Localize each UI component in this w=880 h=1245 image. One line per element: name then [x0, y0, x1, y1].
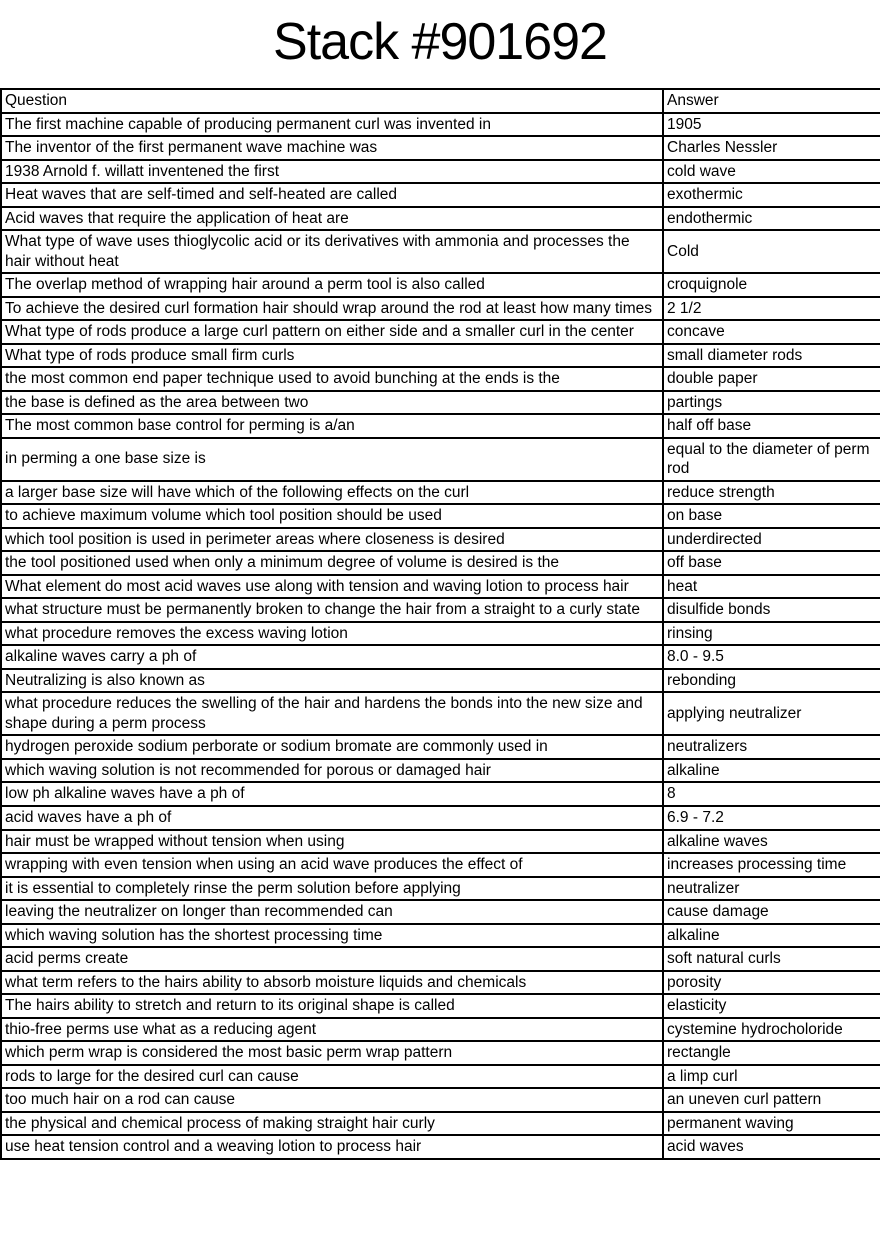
- question-cell: rods to large for the desired curl can cause: [1, 1065, 663, 1089]
- table-row: [1, 391, 880, 415]
- answer-cell: equal to the diameter of perm rod: [663, 438, 880, 481]
- question-cell: alkaline waves carry a ph of: [1, 645, 663, 669]
- answer-cell: Charles Nessler: [663, 136, 880, 160]
- question-cell: the physical and chemical process of making straight hair curly: [1, 1112, 663, 1136]
- question-cell: what procedure reduces the swelling of the hair and hardens the bonds into the new size and shape during a perm process: [1, 692, 663, 735]
- table-row: [1, 438, 880, 481]
- table-row: [1, 273, 880, 297]
- table-row: [1, 971, 880, 995]
- table-row: [1, 1135, 880, 1159]
- answer-cell: cystemine hydrocholoride: [663, 1018, 880, 1042]
- question-cell: The first machine capable of producing permanent curl was invented in: [1, 113, 663, 137]
- answer-cell: alkaline: [663, 759, 880, 783]
- table-row: [1, 160, 880, 184]
- question-cell: it is essential to completely rinse the perm solution before applying: [1, 877, 663, 901]
- answer-cell: Cold: [663, 230, 880, 273]
- answer-cell: porosity: [663, 971, 880, 995]
- question-cell: which waving solution has the shortest processing time: [1, 924, 663, 948]
- table-row: [1, 230, 880, 273]
- answer-cell: half off base: [663, 414, 880, 438]
- table-row: [1, 481, 880, 505]
- answer-cell: underdirected: [663, 528, 880, 552]
- question-cell: which perm wrap is considered the most basic perm wrap pattern: [1, 1041, 663, 1065]
- answer-cell: 1905: [663, 113, 880, 137]
- question-cell: The inventor of the first permanent wave machine was: [1, 136, 663, 160]
- answer-cell: 8.0 - 9.5: [663, 645, 880, 669]
- question-header: Question: [1, 89, 663, 113]
- table-row: [1, 551, 880, 575]
- answer-cell: disulfide bonds: [663, 598, 880, 622]
- answer-cell: on base: [663, 504, 880, 528]
- question-cell: Acid waves that require the application of heat are: [1, 207, 663, 231]
- table-row: [1, 504, 880, 528]
- table-row: [1, 575, 880, 599]
- table-row: [1, 183, 880, 207]
- answer-cell: permanent waving: [663, 1112, 880, 1136]
- table-row: [1, 830, 880, 854]
- question-cell: use heat tension control and a weaving lotion to process hair: [1, 1135, 663, 1159]
- table-row: [1, 367, 880, 391]
- question-cell: the tool positioned used when only a minimum degree of volume is desired is the: [1, 551, 663, 575]
- question-cell: hydrogen peroxide sodium perborate or sodium bromate are commonly used in: [1, 735, 663, 759]
- answer-cell: elasticity: [663, 994, 880, 1018]
- table-row: [1, 320, 880, 344]
- table-row: [1, 528, 880, 552]
- table-row: [1, 1112, 880, 1136]
- table-row: [1, 782, 880, 806]
- question-cell: To achieve the desired curl formation hair should wrap around the rod at least how many times: [1, 297, 663, 321]
- answer-cell: cause damage: [663, 900, 880, 924]
- question-cell: a larger base size will have which of the following effects on the curl: [1, 481, 663, 505]
- question-cell: too much hair on a rod can cause: [1, 1088, 663, 1112]
- question-cell: The overlap method of wrapping hair around a perm tool is also called: [1, 273, 663, 297]
- table-row: [1, 1041, 880, 1065]
- question-cell: what term refers to the hairs ability to absorb moisture liquids and chemicals: [1, 971, 663, 995]
- question-cell: in perming a one base size is: [1, 438, 663, 481]
- answer-cell: an uneven curl pattern: [663, 1088, 880, 1112]
- question-cell: the most common end paper technique used to avoid bunching at the ends is the: [1, 367, 663, 391]
- table-row: [1, 735, 880, 759]
- table-row: [1, 344, 880, 368]
- table-row: [1, 622, 880, 646]
- question-cell: What type of rods produce a large curl pattern on either side and a smaller curl in the center: [1, 320, 663, 344]
- answer-cell: off base: [663, 551, 880, 575]
- answer-cell: a limp curl: [663, 1065, 880, 1089]
- table-row: [1, 692, 880, 735]
- question-cell: wrapping with even tension when using an acid wave produces the effect of: [1, 853, 663, 877]
- question-cell: which waving solution is not recommended for porous or damaged hair: [1, 759, 663, 783]
- question-cell: Neutralizing is also known as: [1, 669, 663, 693]
- question-cell: to achieve maximum volume which tool position should be used: [1, 504, 663, 528]
- question-cell: which tool position is used in perimeter areas where closeness is desired: [1, 528, 663, 552]
- question-cell: what procedure removes the excess waving lotion: [1, 622, 663, 646]
- answer-header: Answer: [663, 89, 880, 113]
- table-row: [1, 1065, 880, 1089]
- answer-cell: 8: [663, 782, 880, 806]
- table-row: [1, 994, 880, 1018]
- table-row: [1, 759, 880, 783]
- answer-cell: endothermic: [663, 207, 880, 231]
- header-row: [1, 89, 880, 113]
- answer-cell: small diameter rods: [663, 344, 880, 368]
- answer-cell: cold wave: [663, 160, 880, 184]
- question-cell: thio-free perms use what as a reducing agent: [1, 1018, 663, 1042]
- table-row: [1, 877, 880, 901]
- table-row: [1, 645, 880, 669]
- question-cell: the base is defined as the area between two: [1, 391, 663, 415]
- stack-title: Stack #901692: [273, 13, 607, 71]
- table-row: [1, 669, 880, 693]
- answer-cell: rectangle: [663, 1041, 880, 1065]
- answer-cell: double paper: [663, 367, 880, 391]
- answer-cell: exothermic: [663, 183, 880, 207]
- question-cell: What type of rods produce small firm curls: [1, 344, 663, 368]
- answer-cell: rinsing: [663, 622, 880, 646]
- question-cell: The most common base control for perming is a/an: [1, 414, 663, 438]
- table-row: [1, 136, 880, 160]
- answer-cell: soft natural curls: [663, 947, 880, 971]
- answer-cell: alkaline: [663, 924, 880, 948]
- question-cell: leaving the neutralizer on longer than recommended can: [1, 900, 663, 924]
- table-row: [1, 297, 880, 321]
- question-cell: what structure must be permanently broken to change the hair from a straight to a curly state: [1, 598, 663, 622]
- question-cell: What element do most acid waves use along with tension and waving lotion to process hair: [1, 575, 663, 599]
- question-cell: acid perms create: [1, 947, 663, 971]
- table-row: [1, 900, 880, 924]
- answer-cell: acid waves: [663, 1135, 880, 1159]
- answer-cell: rebonding: [663, 669, 880, 693]
- table-row: [1, 1018, 880, 1042]
- table-row: [1, 113, 880, 137]
- answer-cell: neutralizer: [663, 877, 880, 901]
- answer-cell: neutralizers: [663, 735, 880, 759]
- table-row: [1, 207, 880, 231]
- answer-cell: 2 1/2: [663, 297, 880, 321]
- answer-cell: croquignole: [663, 273, 880, 297]
- table-row: [1, 947, 880, 971]
- table-row: [1, 924, 880, 948]
- answer-cell: concave: [663, 320, 880, 344]
- table-body: [1, 113, 880, 1159]
- table-row: [1, 598, 880, 622]
- question-cell: 1938 Arnold f. willatt inventened the first: [1, 160, 663, 184]
- question-cell: acid waves have a ph of: [1, 806, 663, 830]
- table-row: [1, 1088, 880, 1112]
- flashcards-table: [0, 88, 880, 1160]
- question-cell: The hairs ability to stretch and return to its original shape is called: [1, 994, 663, 1018]
- answer-cell: reduce strength: [663, 481, 880, 505]
- table-row: [1, 806, 880, 830]
- answer-cell: alkaline waves: [663, 830, 880, 854]
- answer-cell: applying neutralizer: [663, 692, 880, 735]
- answer-cell: increases processing time: [663, 853, 880, 877]
- question-cell: What type of wave uses thioglycolic acid or its derivatives with ammonia and processes the hair without heat: [1, 230, 663, 273]
- answer-cell: partings: [663, 391, 880, 415]
- question-cell: low ph alkaline waves have a ph of: [1, 782, 663, 806]
- answer-cell: heat: [663, 575, 880, 599]
- question-cell: hair must be wrapped without tension when using: [1, 830, 663, 854]
- table-row: [1, 414, 880, 438]
- table-row: [1, 853, 880, 877]
- question-cell: Heat waves that are self-timed and self-heated are called: [1, 183, 663, 207]
- answer-cell: 6.9 - 7.2: [663, 806, 880, 830]
